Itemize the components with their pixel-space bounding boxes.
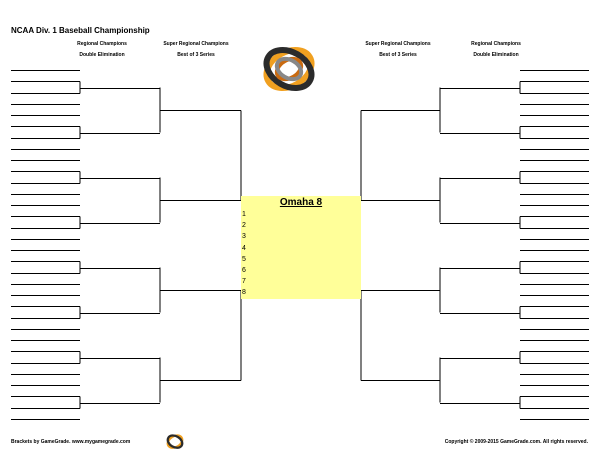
gamegrade-logo-small-icon (165, 432, 185, 450)
footer-copyright: Copyright © 2009-2015 GameGrade.com. All rights reserved. (444, 439, 588, 445)
omaha-title: Omaha 8 (279, 197, 323, 208)
omaha-box (241, 196, 361, 299)
omaha-slot[interactable]: 8 (242, 289, 246, 297)
header-left-regional: Regional Champions Double Elimination (77, 41, 127, 58)
header-right-regional: Regional Champions Double Elimination (471, 41, 521, 58)
omaha-slot[interactable]: 2 (242, 222, 246, 230)
omaha-slot[interactable]: 3 (242, 233, 246, 241)
footer-credit: Brackets by GameGrade. www.mygamegrade.com (11, 439, 131, 445)
omaha-slot[interactable]: 1 (242, 211, 246, 218)
omaha-slot[interactable]: 7 (242, 278, 246, 286)
omaha-slot[interactable]: 4 (242, 244, 246, 252)
omaha-slot-list (242, 209, 246, 299)
header-left-super: Super Regional Champions Best of 3 Series (163, 41, 229, 58)
omaha-slot[interactable]: 6 (242, 266, 246, 274)
page-title: NCAA Div. 1 Baseball Championship (11, 26, 150, 35)
header-right-super: Super Regional Champions Best of 3 Series (365, 41, 431, 58)
omaha-slot[interactable]: 5 (242, 255, 246, 263)
